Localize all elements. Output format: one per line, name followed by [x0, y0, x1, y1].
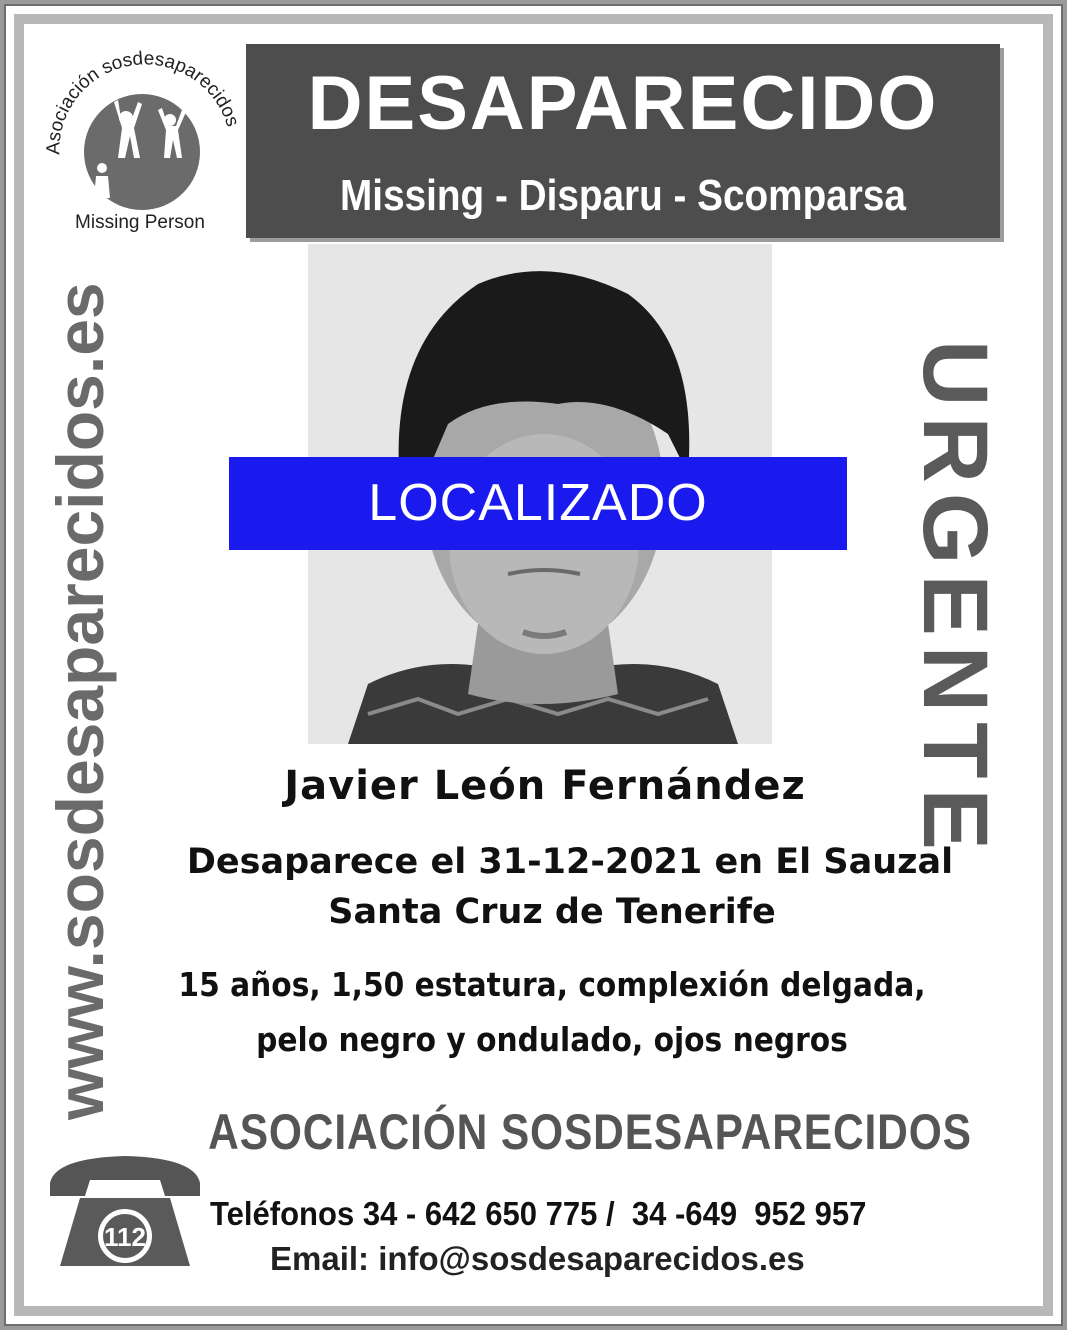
vertical-website-text: www.sosdesaparecidos.es [43, 282, 117, 1120]
logo-caption: Missing Person [75, 212, 205, 233]
located-overlay-banner: LOCALIZADO [229, 457, 847, 550]
logo-arc-text: Asociación sosdesaparecidos [43, 48, 243, 155]
header-title: DESAPARECIDO [307, 61, 939, 146]
header-banner [246, 44, 1000, 238]
contact-email: Email: info@sosdesaparecidos.es [270, 1240, 805, 1277]
person-name: Javier León Fernández [284, 763, 806, 809]
header-subtitle: Missing - Disparu - Scomparsa [340, 171, 906, 220]
contact-phones: Teléfonos 34 - 642 650 775 / 34 -649 952 957 [210, 1195, 867, 1232]
telephone-112-icon [40, 1148, 210, 1273]
disappearance-details: Desaparece el 31-12-2021 en El Sauzal [186, 842, 954, 882]
vertical-urgent-text: URGENTE [904, 340, 1006, 860]
disappearance-place: Santa Cruz de Tenerife [328, 892, 776, 932]
emergency-number-label: 112 [104, 1222, 146, 1252]
physical-description-line-2: pelo negro y ondulado, ojos negros [256, 1020, 848, 1059]
logo-graphic [30, 40, 250, 215]
organization-name: ASOCIACIÓN SOSDESAPARECIDOS [208, 1104, 972, 1160]
physical-description-line-1: 15 años, 1,50 estatura, complexión delgada, [178, 965, 926, 1004]
association-logo [30, 40, 250, 240]
